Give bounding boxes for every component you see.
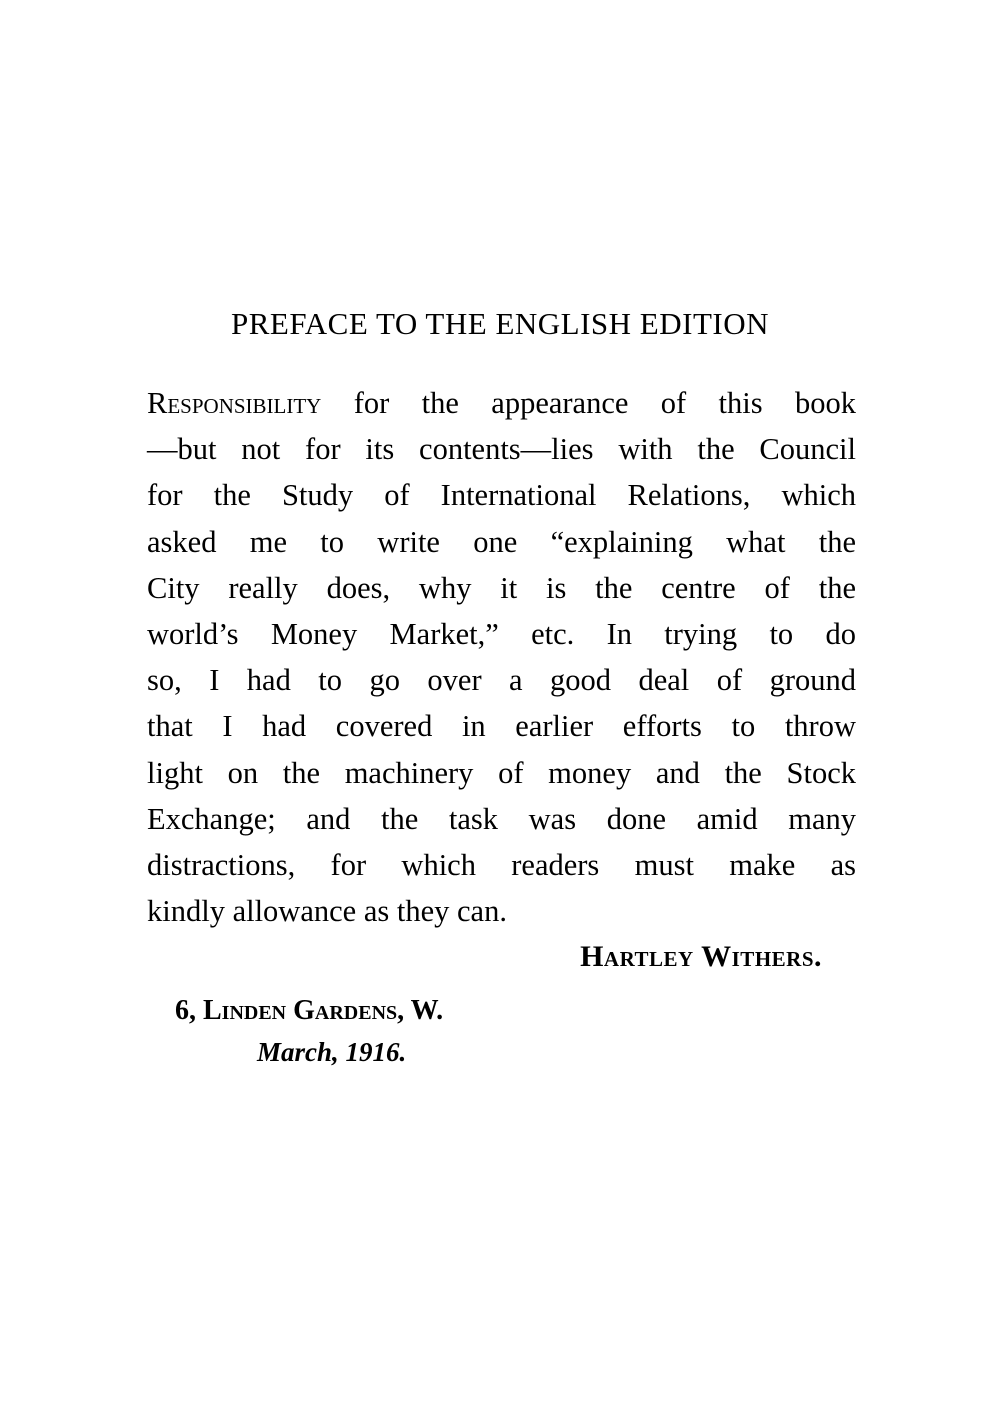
author-signature: Hartley Withers.: [580, 940, 822, 973]
body-line: world’s Money Market,” etc. In trying to do: [147, 616, 856, 651]
body-line: so, I had to go over a good deal of ground: [147, 663, 856, 698]
date: March, 1916.: [257, 1037, 407, 1067]
body-line: light on the machinery of money and the Stock: [147, 755, 856, 790]
lead-word: Responsibility: [147, 386, 322, 420]
body-line: —but not for its contents—lies with the Council: [147, 432, 856, 467]
body-line: asked me to write one “explaining what the: [147, 524, 856, 559]
preface-body: [147, 380, 856, 934]
body-line: Exchange; and the task was done amid many: [147, 801, 856, 836]
address: 6, Linden Gardens, W.: [175, 995, 444, 1026]
body-line: distractions, for which readers must make as: [147, 847, 856, 882]
body-line: kindly allowance as they can.: [147, 894, 507, 929]
body-line: City really does, why it is the centre of the: [147, 570, 856, 605]
body-line: Responsibility for the appearance of this book: [147, 386, 856, 420]
body-line: for the Study of International Relations, which: [147, 478, 856, 513]
page-title: PREFACE TO THE ENGLISH EDITION: [231, 306, 769, 341]
body-line: that I had covered in earlier efforts to throw: [147, 709, 856, 744]
